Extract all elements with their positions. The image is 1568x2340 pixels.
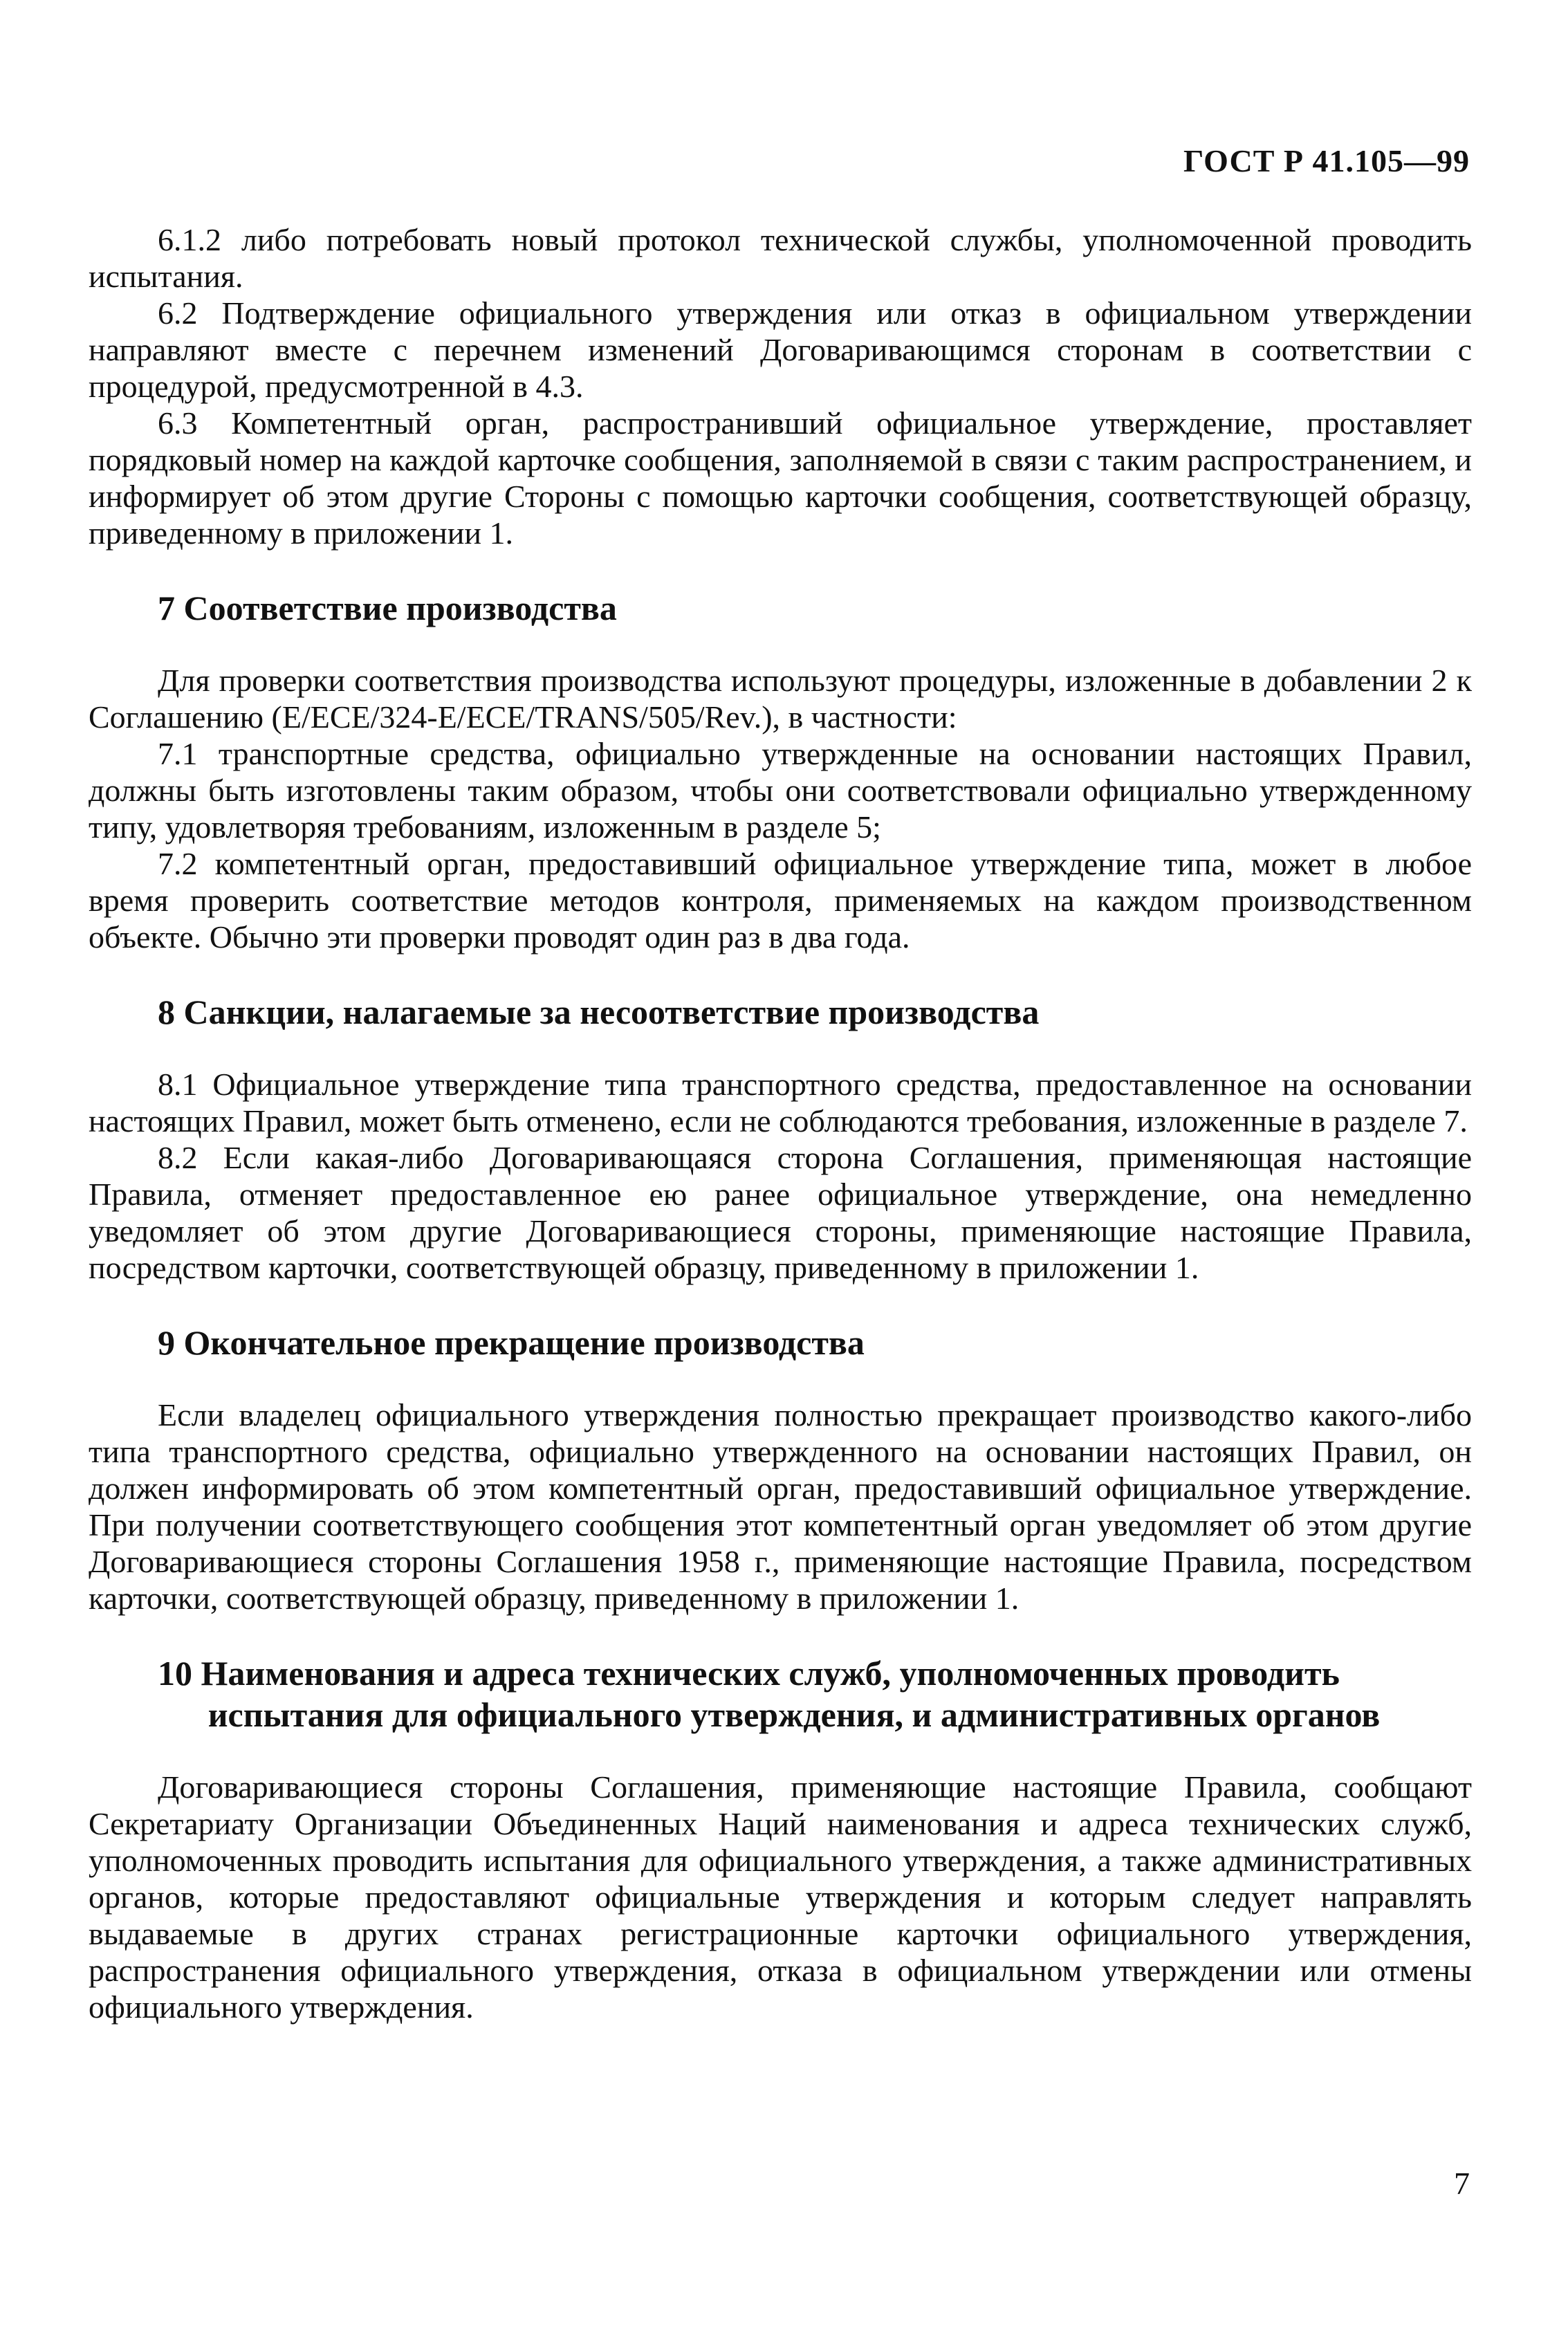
section-10-paragraph: Договаривающиеся стороны Соглашения, применяющие настоящие Правила, сообщают Секретариату Организации Объединенных Наций наименования и адреса технических служб, уполномоченных проводить испытания для официального утверждения, а также административных органов, которые предоставляют официальные утверждения и которым следует направлять выдаваемые в других странах регистрационные карточки официального утверждения, распространения официального утверждения, отказа в официальном утверждении или отмены официального утверждения. <box>89 1769 1472 2025</box>
document-body <box>89 221 1472 2025</box>
paragraph-6-3: 6.3 Компетентный орган, распространивший официальное утверждение, проставляет порядковый номер на каждой карточке сообщения, заполняемой в связи с таким распространением, и информирует об этом другие Стороны с помощью карточки сообщения, соответствующей образцу, приведенному в приложении 1. <box>89 405 1472 551</box>
section-7-intro: Для проверки соответствия производства используют процедуры, изложенные в добавлении 2 к Соглашению (E/ECE/324-E/ECE/TRANS/505/Rev.), в частности: <box>89 663 1472 735</box>
paragraph-6-1-2: 6.1.2 либо потребовать новый протокол технической службы, уполномоченной проводить испытания. <box>89 222 1472 294</box>
standard-designation: ГОСТ Р 41.105—99 <box>1183 143 1470 178</box>
paragraph-7-1: 7.1 транспортные средства, официально утвержденные на основании настоящих Правил, должны быть изготовлены таким образом, чтобы они соответствовали официально утвержденному типу, удовлетворяя требованиям, изложенным в разделе 5; <box>89 736 1472 845</box>
section-10-heading-line2: испытания для официального утверждения, и административных органов <box>207 1695 1381 1734</box>
section-8-heading: 8 Санкции, налагаемые за несоответствие производства <box>158 993 1040 1031</box>
paragraph-8-2: 8.2 Если какая-либо Договаривающаяся сторона Соглашения, применяющая настоящие Правила, отменяет предоставленное ею ранее официальное утверждение, она немедленно уведомляет об этом другие Договаривающиеся стороны, применяющие настоящие Правила, посредством карточки, соответствующей образцу, приведенному в приложении 1. <box>89 1140 1472 1285</box>
paragraph-7-2: 7.2 компетентный орган, предоставивший официальное утверждение типа, может в любое время проверить соответствие методов контроля, применяемых на каждом производственном объекте. Обычно эти проверки проводят один раз в два года. <box>89 846 1472 955</box>
section-10-heading-line1: 10 Наименования и адреса технических служб, уполномоченных проводить <box>158 1654 1340 1693</box>
paragraph-8-1: 8.1 Официальное утверждение типа транспортного средства, предоставленное на основании настоящих Правил, может быть отменено, если не соблюдаются требования, изложенные в разделе 7. <box>89 1067 1472 1139</box>
section-7-heading: 7 Соответствие производства <box>158 589 617 627</box>
section-10-heading <box>89 1652 1472 1735</box>
section-9-paragraph: Если владелец официального утверждения полностью прекращает производство какого-либо типа транспортного средства, официально утвержденного на основании настоящих Правил, он должен информировать об этом компетентный орган, предоставивший официальное утверждение. При получении соответствующего сообщения этот компетентный орган уведомляет об этом другие Договаривающиеся стороны Соглашения 1958 г., применяющие настоящие Правила, посредством карточки, соответствующей образцу, приведенному в приложении 1. <box>89 1397 1472 1616</box>
page-number: 7 <box>1454 2166 1470 2201</box>
paragraph-6-2: 6.2 Подтверждение официального утверждения или отказ в официальном утверждении направляют вместе с перечнем изменений Договаривающимся сторонам в соответствии с процедурой, предусмотренной в 4.3. <box>89 295 1472 404</box>
section-9-heading: 9 Окончательное прекращение производства <box>158 1323 865 1362</box>
